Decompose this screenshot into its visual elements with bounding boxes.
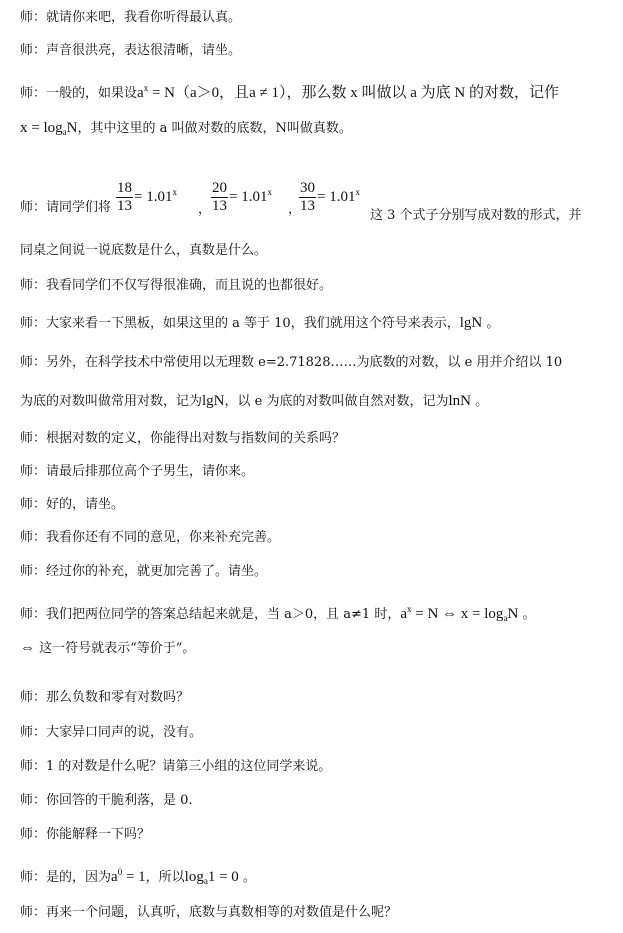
- text: ，其中这里的 a 叫做对数的底数，N叫做真数。: [77, 121, 352, 136]
- paragraph-4: [20, 120, 615, 140]
- equation-3: $\frac{30}{13}$ = $1.01^x$: [300, 180, 360, 214]
- equation-2: $\frac{20}{13}$ = $1.01^x$: [212, 180, 272, 214]
- paragraph-20: 师：1 的对数是什么呢？请第三小组的这位同学来说。: [20, 759, 332, 774]
- math-expr: $a^x$: [137, 83, 149, 101]
- paragraph-8: 师：大家来看一下黑板，如果这里的 a 等于 10，我们就用这个符号来表示，lgN 。: [20, 315, 500, 331]
- paragraph-12: 师：请最后排那位高个子男生，请你来。: [20, 464, 255, 479]
- paragraph-5-lead: 师：请同学们将: [20, 200, 112, 215]
- paragraph-11: 师：根据对数的定义，你能得出对数与指数间的关系吗？: [20, 431, 346, 446]
- paragraph-16: 师：我们把两位同学的答案总结起来就是，当 a＞0，且 a≠1 时，$a^x = N$ ⇔ $x = \log_aN$ 。: [20, 604, 536, 623]
- paragraph-1: 师：就请你来吧，我看你听得最认真。: [20, 10, 242, 25]
- paragraph-2: 师：声音很洪亮，表达很清晰，请坐。: [20, 43, 242, 58]
- paragraph-23: 师：是的，因为$a^0 = 1$，所以$\log_a1 = 0$ 。: [20, 867, 256, 886]
- math-expr: $a^x = N$ ⇔ $x = \log_aN$: [400, 604, 519, 623]
- paragraph-17: ⇔ 这一符号就表示“等价于”。: [20, 640, 196, 656]
- paragraph-6: 同桌之间说一说底数是什么，真数是什么。: [20, 243, 268, 258]
- text: 师：一般的，如果设: [20, 86, 138, 101]
- paragraph-5-tail: 这 3 个式子分别写成对数的形式，并: [370, 208, 582, 223]
- paragraph-21: 师：你回答的干脆利落，是 0.: [20, 793, 193, 808]
- paragraph-7: 师：我看同学们不仅写得很准确，而且说的也都很好。: [20, 278, 333, 293]
- paragraph-22: 师：你能解释一下吗？: [20, 827, 151, 842]
- equivalence-icon: ⇔: [20, 640, 35, 656]
- paragraph-24: 师：再来一个问题，认真听，底数与真数相等的对数值是什么呢？: [20, 905, 398, 920]
- paragraph-19: 师：大家异口同声的说，没有。: [20, 725, 203, 740]
- text: = N（a＞0，且a ≠ 1），那么数 x 叫做以 a 为底 N 的对数，记作: [148, 85, 560, 101]
- paragraph-13: 师：好的，请坐。: [20, 497, 125, 512]
- paragraph-14: 师：我看你还有不同的意见，你来补充完善。: [20, 530, 281, 545]
- math-expr: $x = \log_aN$: [20, 120, 78, 137]
- paragraph-15: 师：经过你的补充，就更加完善了。请坐。: [20, 564, 268, 579]
- paragraph-10: 为底的对数叫做常用对数，记为lgN，以 e 为底的对数叫做自然对数，记为lnN 。: [20, 393, 489, 409]
- paragraph-3: [20, 80, 615, 102]
- equation-1: $\frac{18}{13}$ = $1.01^x$: [117, 180, 177, 214]
- paragraph-18: 师：那么负数和零有对数吗？: [20, 690, 190, 705]
- separator: ，: [288, 202, 302, 217]
- separator: ，: [198, 202, 212, 217]
- paragraph-9: 师：另外，在科学技术中常使用以无理数 e=2.71828……为底数的对数，以 e 用并介绍以 10: [20, 355, 563, 370]
